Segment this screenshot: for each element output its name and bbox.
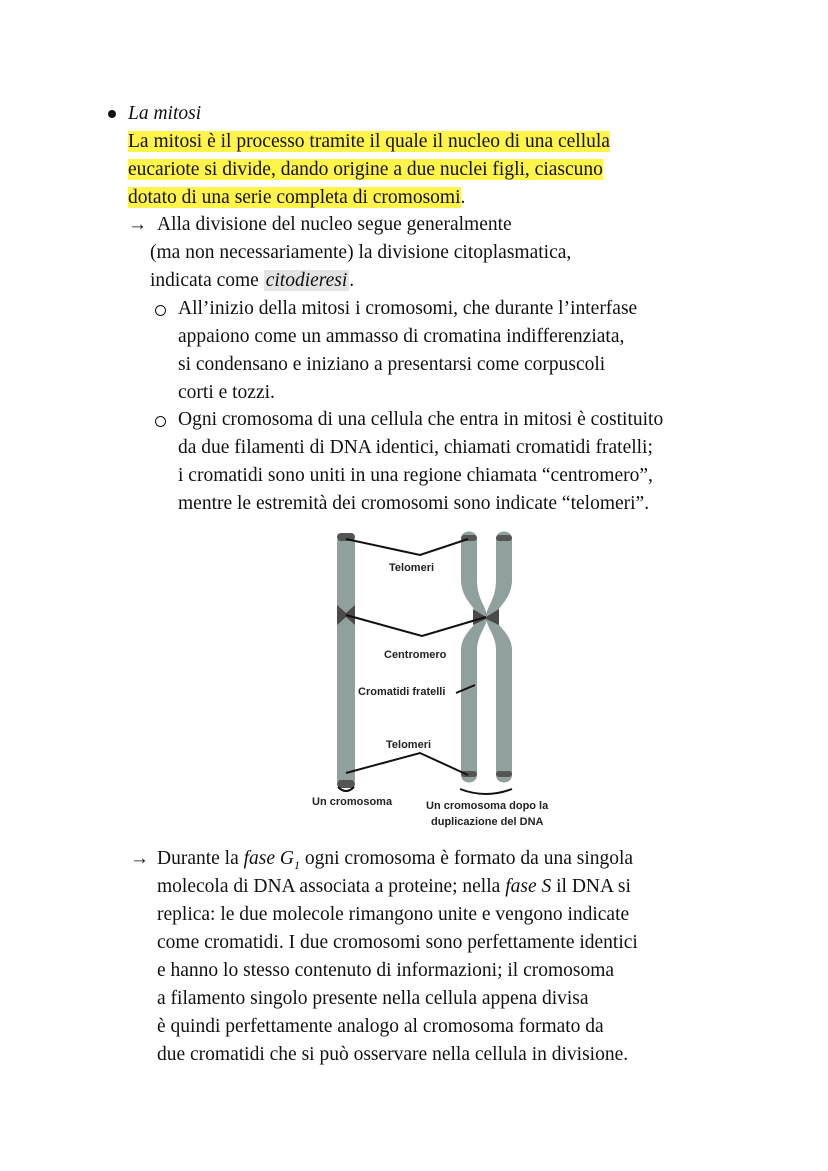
duplicated-chromosome [461, 532, 512, 783]
sub2-line-2: da due filamenti di DNA identici, chiamati cromatidi fratelli; [178, 437, 653, 458]
arrow1-line-3: indicata come citodieresi . [150, 270, 355, 291]
arrow2-line-3: replica: le due molecole rimangono unite e vengono indicate [157, 904, 630, 925]
label-telomeri-top: Telomeri [389, 562, 435, 574]
arrow2-line-8: due cromatidi che si può osservare nella cellula in divisione. [157, 1044, 629, 1065]
arrow2-line-5: e hanno lo stesso contenuto di informazioni; il cromosoma [157, 960, 615, 981]
sub1-line-2: appaiono come un ammasso di cromatina indifferenziata, [178, 326, 625, 347]
definition-line-2: eucariote si divide, dando origine a due nuclei figli, ciascuno [128, 159, 603, 180]
arrow2-line-6: a filamento singolo presente nella cellula appena divisa [157, 988, 589, 1009]
arrow-right-icon: → [130, 848, 149, 869]
circle-bullet-icon [155, 416, 166, 427]
section-heading: La mitosi [128, 103, 202, 124]
arrow2-line-2: molecola di DNA associata a proteine; nella fase S il DNA si [157, 876, 631, 897]
caption-duplicated-line-2: duplicazione del DNA [431, 816, 544, 828]
pointer-lines [338, 539, 512, 794]
definition-line-1: La mitosi è il processo tramite il quale il nucleo di una cellula [128, 131, 610, 152]
caption-single-chromosome: Un cromosoma [312, 796, 393, 808]
label-centromero: Centromero [384, 649, 447, 661]
single-chromosome [337, 533, 355, 788]
sub1-line-1: All’inizio della mitosi i cromosomi, che durante l’interfase [178, 298, 638, 319]
label-telomeri-bottom: Telomeri [386, 739, 432, 751]
caption-duplicated-line-1: Un cromosoma dopo la [426, 800, 549, 812]
chromosome-diagram [0, 525, 828, 845]
arrow2-line-4: come cromatidi. I due cromosomi sono perfettamente identici [157, 932, 638, 953]
sub1-line-3: si condensano e iniziano a presentarsi come corpuscoli [178, 354, 606, 375]
arrow1-line-1: Alla divisione del nucleo segue generalmente [157, 214, 512, 235]
circle-bullet-icon [155, 305, 166, 316]
arrow1-line-2: (ma non necessariamente) la divisione citoplasmatica, [150, 242, 572, 263]
sub2-line-3: i cromatidi sono uniti in una regione chiamata “centromero”, [178, 465, 653, 486]
bullet-icon [108, 110, 116, 118]
arrow2-line-7: è quindi perfettamente analogo al cromosoma formato da [157, 1016, 604, 1037]
sub2-line-1: Ogni cromosoma di una cellula che entra in mitosi è costituito [178, 409, 664, 430]
sub2-line-4: mentre le estremità dei cromosomi sono indicate “telomeri”. [178, 493, 650, 514]
sub1-line-4: corti e tozzi. [178, 382, 275, 403]
arrow2-line-1: Durante la fase $G_1$ ogni cromosoma è formato da una singola [157, 848, 634, 872]
term-citodieresi: citodieresi [265, 270, 348, 291]
definition-line-3: dotato di una serie completa di cromosomi. [128, 187, 466, 208]
label-cromatidi-fratelli: Cromatidi fratelli [358, 686, 446, 698]
arrow-right-icon: → [128, 214, 147, 235]
